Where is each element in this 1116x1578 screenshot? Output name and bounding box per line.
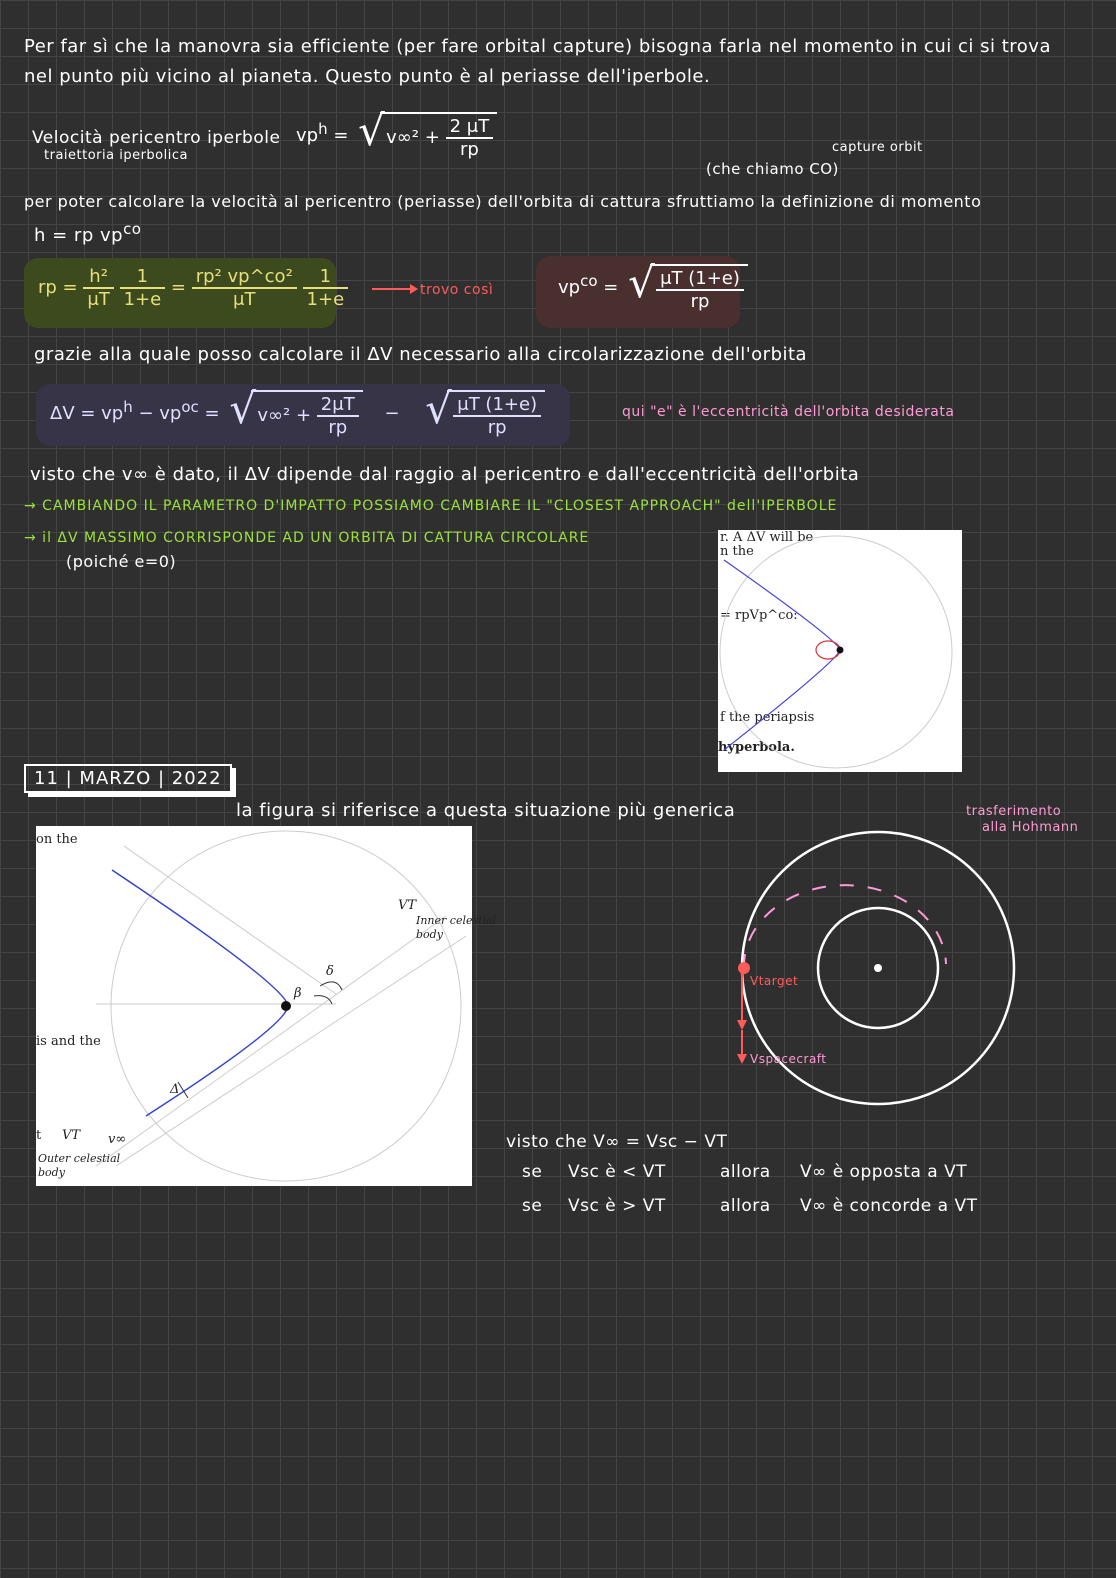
rp-frac2 bbox=[120, 266, 166, 310]
vp-sqrt bbox=[650, 264, 748, 312]
delta-sqrt1 bbox=[251, 390, 362, 438]
fig2-drawing bbox=[36, 826, 472, 1186]
fig2-is-and-the: is and the bbox=[36, 1034, 101, 1049]
fig2-outer2: body bbox=[38, 1166, 65, 1179]
momentum-formula-sup: co bbox=[123, 220, 142, 238]
delta-formula bbox=[50, 390, 545, 438]
fig2-inner1: Inner celestial bbox=[416, 914, 497, 927]
rp-f3-num: rp² vp^co² bbox=[192, 266, 297, 289]
velocity-den: rp bbox=[459, 139, 479, 160]
delta-minus-vp: − vp bbox=[132, 403, 182, 424]
velocity-lhs-sup: h bbox=[318, 120, 328, 138]
rp-lhs: rp = bbox=[38, 277, 78, 298]
vp-frac bbox=[656, 268, 744, 312]
velocity-frac bbox=[446, 116, 494, 160]
fig1-text-2: n the bbox=[720, 544, 754, 559]
delta-t1: v∞² bbox=[257, 405, 291, 426]
capture-orbit-paren: (che chiamo CO) bbox=[706, 160, 839, 178]
hohmann-label-1: trasferimento bbox=[966, 804, 1062, 819]
fig1-text-3: = rpVp^co: bbox=[720, 608, 798, 623]
vp-den: rp bbox=[690, 291, 710, 312]
delta-n1: 2μT bbox=[317, 394, 359, 417]
fig1-drawing bbox=[718, 530, 962, 772]
delta-d2: rp bbox=[487, 417, 507, 438]
rp-frac1 bbox=[83, 266, 113, 310]
velocity-plus: + bbox=[424, 127, 440, 148]
fig2-at: t bbox=[36, 1128, 42, 1143]
fig2-beta: β bbox=[294, 986, 302, 1001]
figure-caption: la figura si riferisce a questa situazione più generica bbox=[236, 800, 736, 821]
momentum-formula bbox=[34, 220, 142, 246]
rp-frac4 bbox=[303, 266, 349, 310]
date-header: 11 | MARZO | 2022 bbox=[24, 764, 232, 793]
rp-eq: = bbox=[170, 277, 186, 298]
delta-plus: + bbox=[295, 405, 312, 426]
vector-line-2b: Vsc è < VT bbox=[568, 1162, 666, 1182]
flyby-figure bbox=[36, 826, 497, 1186]
vector-line-2c: allora bbox=[720, 1162, 771, 1182]
velocity-sublabel: traiettoria iperbolica bbox=[44, 148, 188, 163]
velocity-sqrt bbox=[380, 112, 497, 160]
fig2-outer1: Outer celestial bbox=[38, 1152, 121, 1165]
rp-formula bbox=[38, 266, 348, 310]
arrow-label: trovo così bbox=[420, 282, 494, 298]
arrow-right-icon bbox=[372, 282, 418, 296]
vtarget-label: Vtarget bbox=[750, 974, 799, 988]
vector-line-1: visto che V∞ = Vsc − VT bbox=[506, 1132, 728, 1152]
rp-f1-den: μT bbox=[87, 289, 110, 310]
depends-line: visto che v∞ è dato, il ΔV dipende dal raggio al pericentro e dall'eccentricità dell'orbita bbox=[30, 464, 860, 485]
vector-line-2a: se bbox=[522, 1162, 543, 1182]
rp-frac3 bbox=[192, 266, 297, 310]
fig2-vt: VT bbox=[398, 898, 417, 913]
delta-eq: = bbox=[204, 403, 220, 424]
fig2-inner2: body bbox=[416, 928, 443, 941]
rp-f3-den: μT bbox=[233, 289, 256, 310]
fig2-vt2: VT bbox=[62, 1128, 81, 1143]
fig2-delta: δ bbox=[326, 964, 334, 979]
vector-line-3c: allora bbox=[720, 1196, 771, 1216]
rp-f1-num: h² bbox=[83, 266, 113, 289]
vp-lhs-sup: co bbox=[580, 272, 598, 290]
vector-line-2d: V∞ è opposta a VT bbox=[800, 1162, 968, 1182]
velocity-eq: = bbox=[333, 125, 349, 146]
capture-orbit-figure bbox=[718, 530, 962, 772]
fig2-Delta: Δ bbox=[170, 1082, 180, 1097]
vector-line-3b: Vsc è > VT bbox=[568, 1196, 666, 1216]
eccentricity-note: qui "e" è l'eccentricità dell'orbita desiderata bbox=[622, 404, 955, 420]
vp-eq: = bbox=[603, 277, 619, 298]
velocity-formula bbox=[296, 112, 497, 160]
rp-f4-num: 1 bbox=[303, 266, 349, 289]
fig1-text-4: f the periapsis bbox=[720, 710, 815, 725]
fig1-text-1: r. A ΔV will be bbox=[720, 530, 814, 545]
delta-n2: √ μT (1+e) bbox=[453, 394, 541, 417]
delta-frac2 bbox=[453, 394, 541, 438]
delta-sqrt2 bbox=[447, 390, 545, 438]
delta-d1: rp bbox=[328, 417, 348, 438]
fig1-text-5: hyperbola. bbox=[718, 740, 795, 755]
momentum-formula-text: h = rp vp bbox=[34, 225, 124, 246]
delta-lhs: ΔV = vp bbox=[50, 403, 124, 424]
delta-sup1: h bbox=[123, 398, 133, 416]
velocity-term1: v∞² bbox=[386, 127, 420, 148]
velocity-label: Velocità pericentro iperbole bbox=[32, 128, 281, 148]
delta-line: grazie alla quale posso calcolare il ΔV necessario alla circolarizzazione dell'orbita bbox=[34, 344, 808, 365]
velocity-lhs: vp bbox=[296, 125, 319, 146]
bullet-2: → il ΔV MASSIMO CORRISPONDE AD UN ORBITA DI CATTURA CIRCOLARE bbox=[24, 530, 590, 546]
rp-f2-den: 1+e bbox=[123, 289, 162, 310]
vspacecraft-label: Vspacecraft bbox=[750, 1052, 827, 1066]
vp-formula bbox=[558, 264, 748, 312]
rp-f4-den: 1+e bbox=[306, 289, 345, 310]
hohmann-label-2: alla Hohmann bbox=[982, 820, 1079, 835]
capture-orbit-label: capture orbit bbox=[832, 140, 923, 155]
bullet-1: → CAMBIANDO IL PARAMETRO D'IMPATTO POSSIAMO CAMBIARE IL "CLOSEST APPROACH" dell'IPERBOLE bbox=[24, 498, 838, 514]
fig2-vinf: v∞ bbox=[108, 1132, 127, 1147]
momentum-line: per poter calcolare la velocità al pericentro (periasse) dell'orbita di cattura sfruttiamo la definizione di momento bbox=[24, 192, 982, 211]
bullet-paren: (poiché e=0) bbox=[66, 552, 177, 571]
rp-f2-num: 1 bbox=[120, 266, 166, 289]
delta-minus: − bbox=[384, 403, 400, 424]
vp-lhs: vp bbox=[558, 277, 581, 298]
intro-line-2: nel punto più vicino al pianeta. Questo punto è al periasse dell'iperbole. bbox=[24, 66, 711, 87]
fig2-on-the: on the bbox=[36, 832, 78, 847]
delta-sup2: oc bbox=[181, 398, 199, 416]
velocity-num: 2 μT bbox=[446, 116, 494, 139]
intro-line-1: Per far sì che la manovra sia efficiente (per fare orbital capture) bisogna farla nel momento in cui ci si trova bbox=[24, 36, 1051, 57]
delta-frac1 bbox=[317, 394, 359, 438]
vp-num: √ μT (1+e) bbox=[656, 268, 744, 291]
vector-line-3d: V∞ è concorde a VT bbox=[800, 1196, 978, 1216]
vector-line-3a: se bbox=[522, 1196, 543, 1216]
